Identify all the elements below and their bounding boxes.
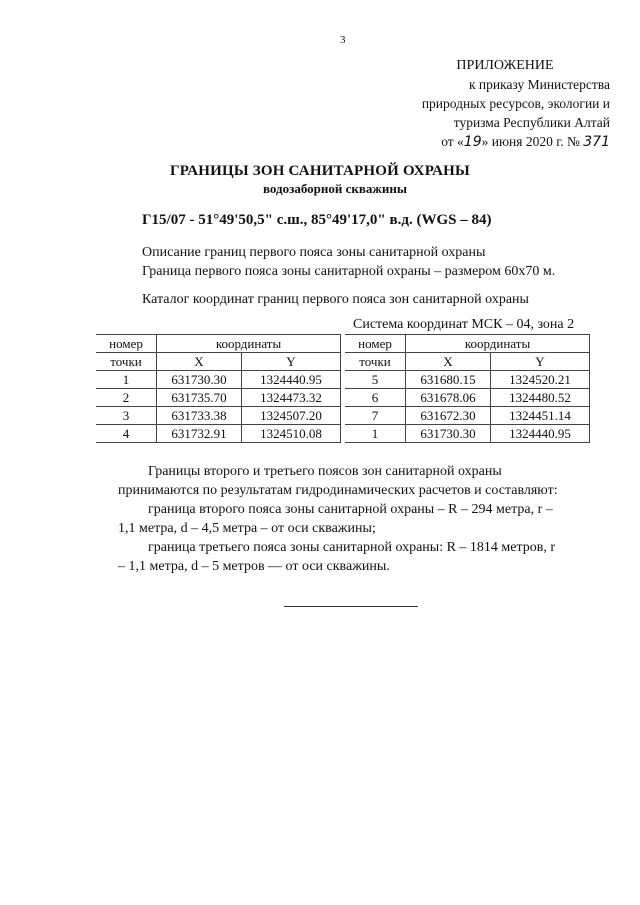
paragraph-3-line-2: – 1,1 метра, d – 5 метров — от оси скважины. — [118, 559, 390, 574]
header-x: X — [406, 353, 491, 371]
date-middle: » июня 2020 г. № — [481, 134, 580, 149]
point-number: 5 — [345, 371, 406, 389]
coord-y: 1324440.95 — [491, 425, 590, 443]
coord-x: 631730.30 — [157, 371, 242, 389]
header-number: номер — [96, 335, 157, 353]
header-point: точки — [345, 353, 406, 371]
document-title: ГРАНИЦЫ ЗОН САНИТАРНОЙ ОХРАНЫ — [170, 163, 470, 179]
coord-x: 631733.38 — [157, 407, 242, 425]
catalog-caption: Каталог координат границ первого пояса зон санитарной охраны — [142, 292, 529, 307]
table-row — [345, 371, 590, 389]
paragraph-3-line-1: граница третьего пояса зоны санитарной охраны: R – 1814 метров, r — [148, 540, 556, 555]
coord-x: 631680.15 — [406, 371, 491, 389]
table-row — [345, 389, 590, 407]
coord-y: 1324451.14 — [491, 407, 590, 425]
page-number: 3 — [340, 34, 346, 46]
header-coordinates: координаты — [157, 335, 341, 353]
appendix-line-2: природных ресурсов, экологии и — [421, 96, 610, 111]
document-subtitle: водозаборной скважины — [263, 181, 407, 196]
table-row — [96, 425, 341, 443]
coord-y: 1324440.95 — [242, 371, 341, 389]
coordinates-table-right — [345, 334, 590, 443]
table-row — [96, 389, 341, 407]
table-row — [345, 407, 590, 425]
description-line-1: Описание границ первого пояса зоны санитарной охраны — [142, 245, 486, 260]
header-number: номер — [345, 335, 406, 353]
paragraph-zones — [118, 462, 596, 576]
appendix-line-3: туризма Республики Алтай — [453, 115, 610, 130]
coord-x: 631678.06 — [406, 389, 491, 407]
coord-x: 631672.30 — [406, 407, 491, 425]
coord-y: 1324480.52 — [491, 389, 590, 407]
point-number: 2 — [96, 389, 157, 407]
coordinate-system: Система координат МСК – 04, зона 2 — [353, 317, 575, 332]
point-number: 4 — [96, 425, 157, 443]
header-coordinates: координаты — [406, 335, 590, 353]
coordinates-table-left — [96, 334, 341, 443]
point-number: 7 — [345, 407, 406, 425]
coord-y: 1324510.08 — [242, 425, 341, 443]
header-point: точки — [96, 353, 157, 371]
date-day: 19 — [463, 134, 482, 150]
paragraph-2-line-1: граница второго пояса зоны санитарной охраны – R – 294 метра, r – — [148, 502, 553, 517]
header-y: Y — [242, 353, 341, 371]
appendix-header — [360, 56, 610, 152]
paragraph-1-line-1: Границы второго и третьего поясов зон санитарной охраны — [148, 464, 502, 479]
point-number: 3 — [96, 407, 157, 425]
paragraph-2-line-2: 1,1 метра, d – 4,5 метра – от оси скважины; — [118, 521, 376, 536]
separator-line — [284, 606, 418, 607]
appendix-line-1: к приказу Министерства — [468, 77, 610, 92]
description-line-2: Граница первого пояса зоны санитарной охраны – размером 60х70 м. — [142, 264, 556, 279]
header-x: X — [157, 353, 242, 371]
paragraph-1-line-2: принимаются по результатам гидродинамических расчетов и составляют: — [118, 483, 558, 498]
coord-y: 1324520.21 — [491, 371, 590, 389]
appendix-date-line — [360, 132, 610, 152]
coord-x: 631735.70 — [157, 389, 242, 407]
table-row — [345, 425, 590, 443]
table-row — [96, 407, 341, 425]
date-prefix: от « — [441, 134, 464, 149]
coord-x: 631730.30 — [406, 425, 491, 443]
order-number: 371 — [583, 134, 610, 150]
well-coordinates: Г15/07 - 51°49'50,5" с.ш., 85°49'17,0" в.д. (WGS – 84) — [142, 212, 492, 228]
table-row — [96, 371, 341, 389]
point-number: 1 — [96, 371, 157, 389]
coord-y: 1324507.20 — [242, 407, 341, 425]
point-number: 1 — [345, 425, 406, 443]
coord-y: 1324473.32 — [242, 389, 341, 407]
appendix-heading: ПРИЛОЖЕНИЕ — [456, 58, 554, 73]
coord-x: 631732.91 — [157, 425, 242, 443]
point-number: 6 — [345, 389, 406, 407]
header-y: Y — [491, 353, 590, 371]
